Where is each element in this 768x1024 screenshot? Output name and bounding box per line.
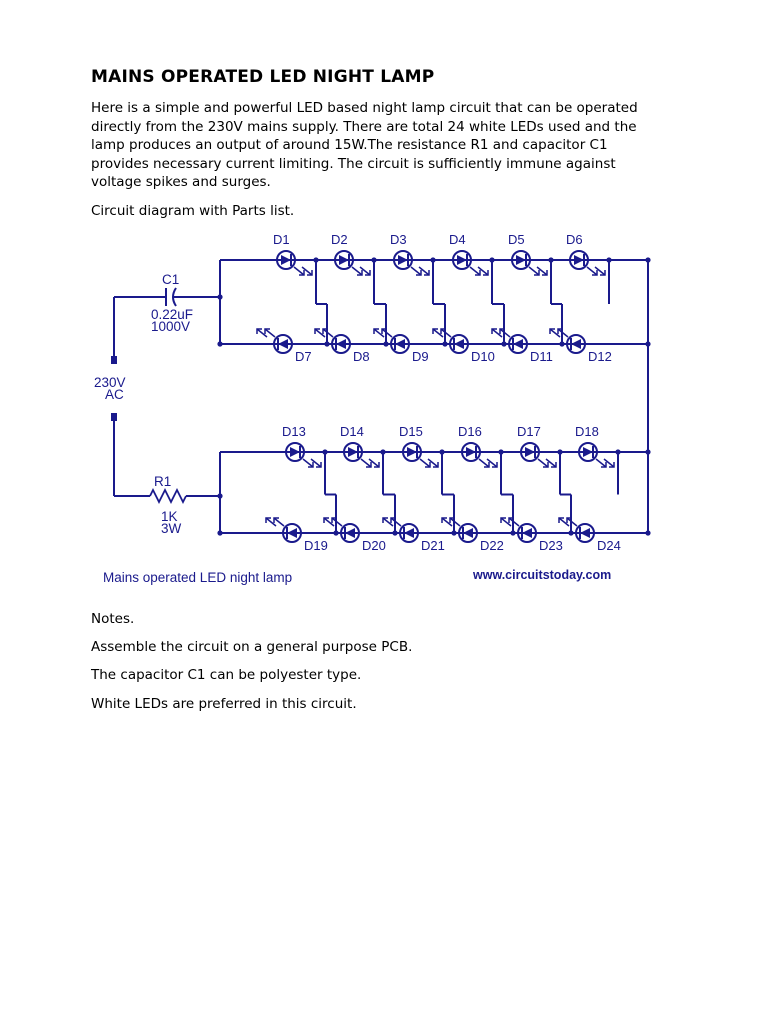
diagram-caption: Mains operated LED night lamp — [103, 570, 293, 585]
intro-line: lamp produces an output of around 15W.The resistance R1 and capacitor C1 — [91, 137, 608, 153]
c1-value-label: 0.22uF — [151, 307, 194, 322]
junction-dot — [548, 257, 553, 262]
light-arrows — [361, 459, 379, 467]
junction-dot — [217, 294, 222, 299]
junction-dot — [615, 449, 620, 454]
led-triangle — [278, 339, 288, 349]
led-triangle — [583, 447, 593, 457]
light-arrows — [315, 329, 333, 337]
junction-dot — [498, 449, 503, 454]
led-label: D22 — [480, 538, 504, 553]
circuit-diagram — [90, 220, 660, 590]
junction-dot — [489, 257, 494, 262]
led-triangle — [348, 447, 358, 457]
resistor-symbol — [150, 490, 186, 502]
light-arrows — [303, 459, 321, 467]
led-triangle — [525, 447, 535, 457]
led-label: D6 — [566, 232, 583, 247]
circuit-wires — [111, 257, 651, 535]
led-triangle — [339, 255, 349, 265]
notes-heading: Notes. — [91, 611, 135, 627]
circuit-intro: Circuit diagram with Parts list. — [91, 203, 295, 219]
light-arrows — [383, 518, 401, 526]
led-triangle — [574, 255, 584, 265]
junction-dot — [501, 341, 506, 346]
led-label: D19 — [304, 538, 328, 553]
led-label: D7 — [295, 349, 312, 364]
intro-line: Here is a simple and powerful LED based night lamp circuit that can be operated — [91, 100, 638, 116]
led-triangle — [522, 528, 532, 538]
junction-dot — [439, 449, 444, 454]
led-label: D5 — [508, 232, 525, 247]
junction-dot — [383, 341, 388, 346]
junction-dot — [324, 341, 329, 346]
document-title: MAINS OPERATED LED NIGHT LAMP — [91, 67, 435, 87]
intro-line: voltage spikes and surges. — [91, 174, 271, 190]
light-arrows — [433, 329, 451, 337]
light-arrows — [374, 329, 392, 337]
r1-power-label: 3W — [161, 521, 182, 536]
led-triangle — [407, 447, 417, 457]
led-label: D4 — [449, 232, 466, 247]
led-triangle — [466, 447, 476, 457]
intro-line: provides necessary current limiting. The circuit is sufficiently immune against — [91, 155, 616, 172]
intro-paragraph — [91, 99, 691, 192]
light-arrows — [559, 518, 577, 526]
led-label: D24 — [597, 538, 621, 553]
junction-dot — [606, 257, 611, 262]
led-label: D23 — [539, 538, 563, 553]
light-arrows — [587, 267, 605, 275]
led-label: D17 — [517, 424, 541, 439]
led-label: D11 — [530, 349, 553, 364]
led-triangle — [513, 339, 523, 349]
led-label: D8 — [353, 349, 370, 364]
junction-dot — [322, 449, 327, 454]
led-triangle — [345, 528, 355, 538]
junction-dot — [557, 449, 562, 454]
junction-dot — [559, 341, 564, 346]
led-label: D10 — [471, 349, 495, 364]
intro-line: directly from the 230V mains supply. There are total 24 white LEDs used and the — [91, 118, 637, 135]
note-item: Assemble the circuit on a general purpose PCB. — [91, 639, 413, 655]
website-label: www.circuitstoday.com — [473, 568, 612, 582]
led-label: D16 — [458, 424, 482, 439]
terminal — [111, 356, 117, 364]
note-item: The capacitor C1 can be polyester type. — [91, 667, 362, 683]
junction-dot — [371, 257, 376, 262]
led-label: D14 — [340, 424, 364, 439]
led-triangle — [290, 447, 300, 457]
junction-dot — [451, 530, 456, 535]
led-label: D20 — [362, 538, 386, 553]
led-label: D3 — [390, 232, 407, 247]
led-triangle — [281, 255, 291, 265]
led-label: D9 — [412, 349, 429, 364]
led-triangle — [580, 528, 590, 538]
led-array — [257, 232, 621, 553]
note-item: White LEDs are preferred in this circuit. — [91, 696, 357, 712]
light-arrows — [266, 518, 284, 526]
led-triangle — [336, 339, 346, 349]
light-arrows — [257, 329, 275, 337]
led-triangle — [571, 339, 581, 349]
led-triangle — [395, 339, 405, 349]
led-label: D2 — [331, 232, 348, 247]
led-label: D1 — [273, 232, 290, 247]
c1-label: C1 — [162, 272, 180, 287]
led-triangle — [454, 339, 464, 349]
light-arrows — [420, 459, 438, 467]
junction-dot — [392, 530, 397, 535]
junction-dot — [217, 493, 222, 498]
led-triangle — [404, 528, 414, 538]
light-arrows — [550, 329, 568, 337]
light-arrows — [470, 267, 488, 275]
led-label: D18 — [575, 424, 599, 439]
junction-dot — [568, 530, 573, 535]
light-arrows — [442, 518, 460, 526]
led-label: D13 — [282, 424, 306, 439]
light-arrows — [352, 267, 370, 275]
light-arrows — [501, 518, 519, 526]
junction-dot — [380, 449, 385, 454]
terminal — [111, 413, 117, 421]
junction-dot — [333, 530, 338, 535]
led-label: D15 — [399, 424, 423, 439]
r1-label: R1 — [154, 474, 172, 489]
light-arrows — [411, 267, 429, 275]
led-triangle — [516, 255, 526, 265]
supply-label: AC — [105, 387, 124, 402]
junction-dot — [510, 530, 515, 535]
light-arrows — [538, 459, 556, 467]
light-arrows — [596, 459, 614, 467]
junction-dot — [217, 341, 222, 346]
c1-voltage-label: 1000V — [151, 319, 191, 334]
junction-dot — [313, 257, 318, 262]
light-arrows — [324, 518, 342, 526]
led-triangle — [398, 255, 408, 265]
light-arrows — [529, 267, 547, 275]
light-arrows — [479, 459, 497, 467]
led-label: D12 — [588, 349, 612, 364]
light-arrows — [492, 329, 510, 337]
junction-dot — [442, 341, 447, 346]
led-triangle — [287, 528, 297, 538]
led-label: D21 — [421, 538, 445, 553]
r1-value-label: 1K — [161, 509, 178, 524]
led-triangle — [463, 528, 473, 538]
light-arrows — [294, 267, 312, 275]
junction-dot — [217, 530, 222, 535]
supply-label: 230V — [94, 375, 126, 390]
junction-dot — [430, 257, 435, 262]
led-triangle — [457, 255, 467, 265]
